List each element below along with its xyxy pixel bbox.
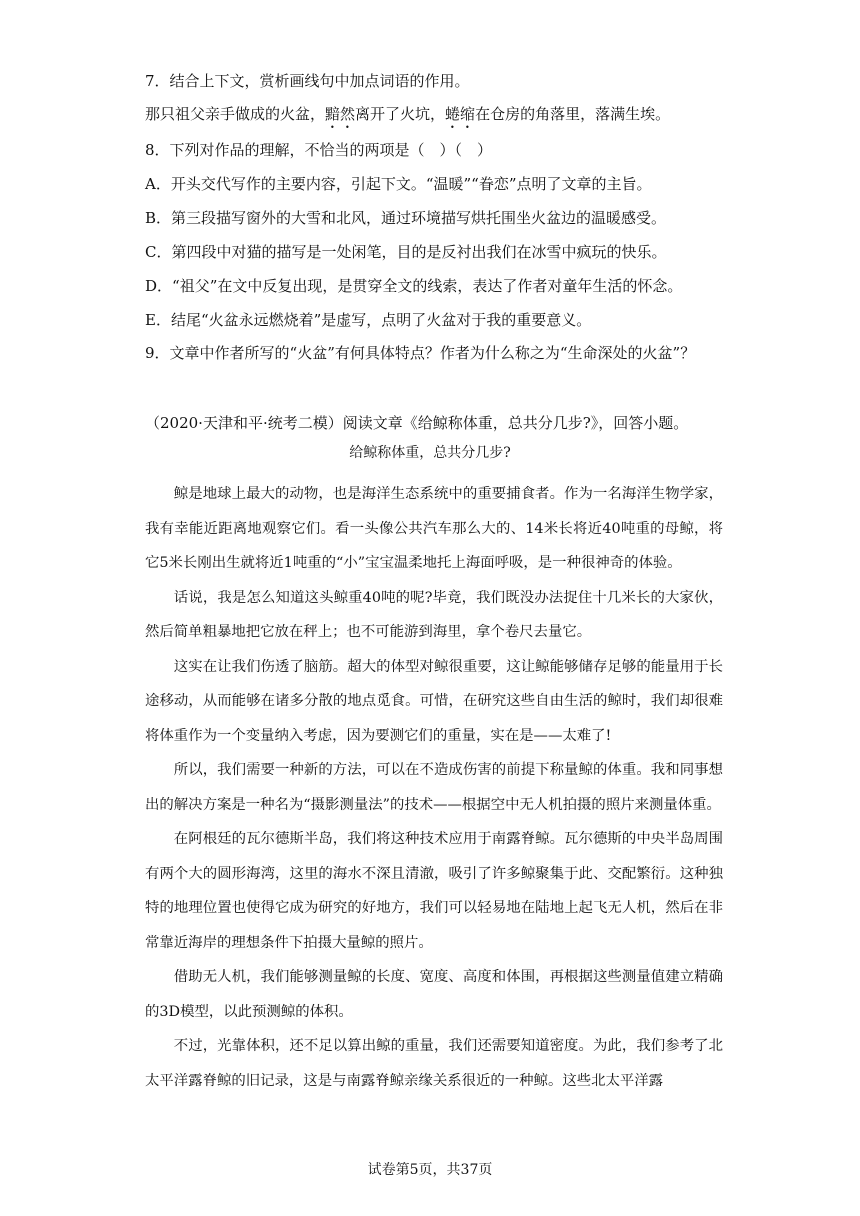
question-8: 8．下列对作品的理解，不恰当的两项是（ ）（ ） xyxy=(145,141,493,159)
question-9: 9．文章中作者所写的“火盆”有何具体特点？作者为什么称之为“生命深处的火盆”？ xyxy=(145,344,696,362)
option-d: D．“祖父”在文中反复出现，是贯穿全文的线索，表达了作者对童年生活的怀念。 xyxy=(145,277,683,295)
paragraph: 在阿根廷的瓦尔德斯半岛，我们将这种技术应用于南露脊鲸。瓦尔德斯的中央半岛周围有两个大的圆形海湾，这里的海水不深且清澈，吸引了许多鲸聚集于此、交配繁衍。这种独特的地理位置也使得它成为研究的好地方，我们可以轻易地在陆地上起飞无人机，然后在非常靠近海岸的理想条件下拍摄大量鲸的照片。 xyxy=(145,831,723,951)
passage-intro: （2020·天津和平·统考二模）阅读文章《给鲸称体重，总共分几步?》，回答小题。 xyxy=(145,414,689,432)
passage-title: 给鲸称体重，总共分几步? xyxy=(349,445,511,461)
paragraph: 鲸是地球上最大的动物，也是海洋生态系统中的重要捕食者。作为一名海洋生物学家，我有幸能近距离地观察它们。看一头像公共汽车那么大的、14米长将近40吨重的母鲸，将它5米长刚出生就将近1吨重的“小”宝宝温柔地托上海面呼吸，是一种很神奇的体验。 xyxy=(145,486,723,571)
dotted-word-2: 蜷缩 xyxy=(445,105,476,123)
sentence-part-1: 那只祖父亲手做成的火盆， xyxy=(145,105,326,123)
option-c: C．第四段中对猫的描写是一处闲笔，目的是反衬出我们在冰雪中疯玩的快乐。 xyxy=(145,243,667,261)
sentence-part-3: 在仓房的角落里，落满生埃。 xyxy=(475,105,671,123)
option-e: E．结尾“火盆永远燃烧着”是虚写，点明了火盆对于我的重要意义。 xyxy=(145,311,592,329)
question-7-sentence xyxy=(145,103,670,132)
sentence-part-2: 离开了火坑， xyxy=(355,105,446,123)
option-a: A．开头交代写作的主要内容，引起下文。“温暖”“眷恋”点明了文章的主旨。 xyxy=(145,175,652,193)
passage-body xyxy=(145,477,723,1098)
option-b: B．第三段描写窗外的大雪和北风，通过环境描写烘托围坐火盆边的温暖感受。 xyxy=(145,209,667,227)
page-footer: 试卷第5页，共37页 xyxy=(367,1162,493,1178)
paragraph: 所以，我们需要一种新的方法，可以在不造成伤害的前提下称量鲸的体重。我和同事想出的解决方案是一种名为“摄影测量法”的技术——根据空中无人机拍摄的照片来测量体重。 xyxy=(145,762,723,813)
question-7: 7．结合上下文，赏析画线句中加点词语的作用。 xyxy=(145,72,470,90)
paragraph: 话说，我是怎么知道这头鲸重40吨的呢?毕竟，我们既没办法捉住十几米长的大家伙，然后简单粗暴地把它放在秤上；也不可能游到海里，拿个卷尺去量它。 xyxy=(145,589,723,640)
paragraph: 这实在让我们伤透了脑筋。超大的体型对鲸很重要，这让鲸能够储存足够的能量用于长途移动，从而能够在诸多分散的地点觅食。可惜，在研究这些自由生活的鲸时，我们却很难将体重作为一个变量纳入考虑，因为要测它们的重量，实在是——太难了! xyxy=(145,658,723,744)
paragraph: 不过，光靠体积，还不足以算出鲸的重量，我们还需要知道密度。为此，我们参考了北太平洋露脊鲸的旧记录，这是与南露脊鲸亲缘关系很近的一种鲸。这些北太平洋露 xyxy=(145,1038,723,1089)
paragraph: 借助无人机，我们能够测量鲸的长度、宽度、高度和体围，再根据这些测量值建立精确的3D模型，以此预测鲸的体积。 xyxy=(145,969,723,1020)
dotted-word-1: 黯然 xyxy=(325,105,356,123)
